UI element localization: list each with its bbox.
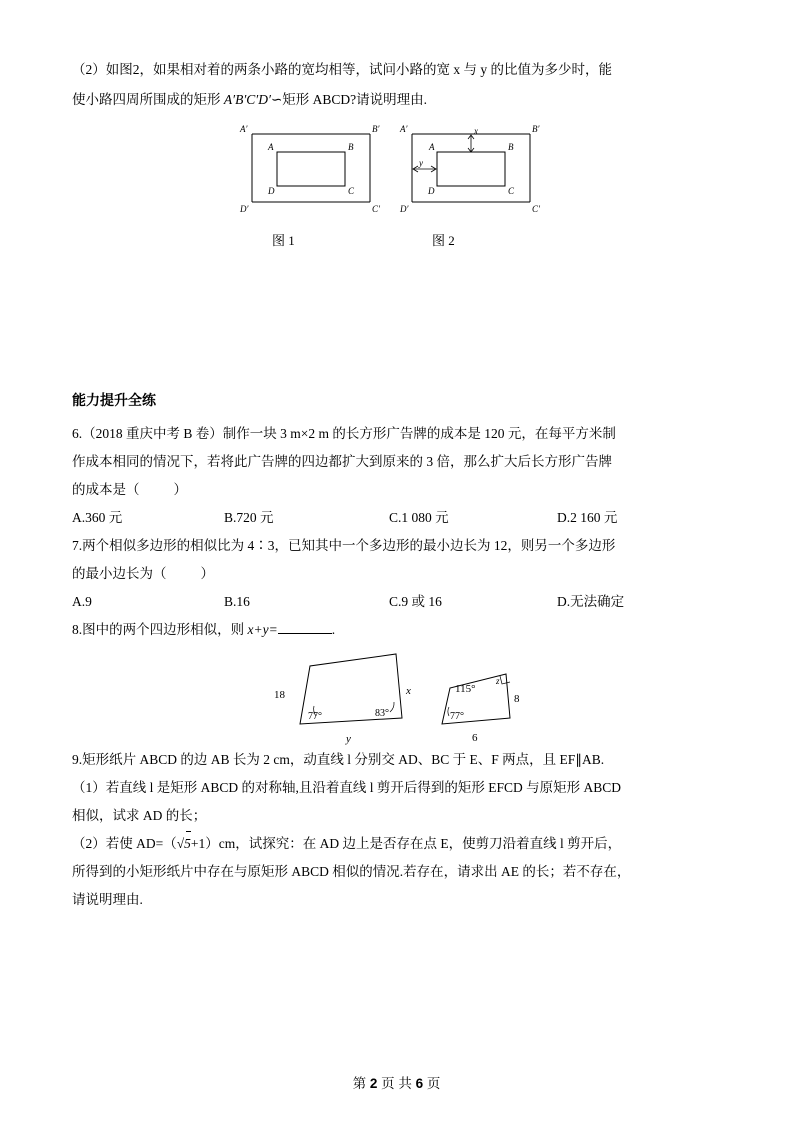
svg-text:C′: C′ (372, 204, 380, 214)
q8-right-quad (442, 674, 520, 744)
q5b-line2-pre: 使小路四周所围成的矩形 (72, 92, 224, 107)
q6-prompt-pre: 的成本是（ (72, 482, 140, 497)
question-9-1-line2: 相似，试求 AD 的长； (72, 808, 207, 823)
q7-option-b[interactable]: B.16 (224, 594, 250, 609)
q6-prompt-post: ） (173, 482, 187, 497)
q7-option-d[interactable]: D.无法确定 (557, 594, 625, 609)
question-8 (72, 616, 722, 644)
question-6-line3 (72, 476, 722, 504)
q8-answer-blank[interactable] (278, 633, 332, 634)
footer-suffix: 页 (426, 1076, 441, 1091)
q6-option-b[interactable]: B.720 元 (224, 510, 274, 525)
footer-mid: 页 共 (381, 1076, 412, 1091)
q9-2-pre: （2）若使 AD=（ (72, 836, 177, 851)
svg-text:y: y (346, 733, 351, 745)
svg-text:C: C (508, 186, 515, 196)
svg-text:83°: 83° (375, 708, 389, 719)
svg-text:A: A (268, 142, 274, 152)
question-9-2-line1 (72, 830, 722, 858)
page-footer (0, 1072, 793, 1092)
svg-text:C: C (348, 186, 355, 196)
svg-text:A′: A′ (400, 124, 408, 134)
q7-option-c[interactable]: C.9 或 16 (389, 594, 442, 609)
svg-text:77°: 77° (308, 711, 322, 722)
svg-text:x: x (406, 685, 411, 697)
svg-text:8: 8 (514, 693, 520, 705)
spacer (72, 240, 722, 390)
q7-option-a[interactable]: A.9 (72, 594, 92, 609)
svg-text:z: z (496, 676, 500, 686)
q7-prompt-pre: 的最小边长为（ (72, 566, 167, 581)
svg-text:A: A (429, 142, 435, 152)
figures-row (72, 120, 722, 248)
q5b-line2-post: ?请说明理由. (350, 92, 428, 107)
svg-text:y: y (419, 158, 423, 168)
question-6-line2: 作成本相同的情况下，若将此广告牌的四边都扩大到原来的 3 倍，那么扩大后长方形广告牌 (72, 454, 612, 469)
svg-text:B′: B′ (372, 124, 380, 134)
question-6-options (72, 504, 722, 532)
q8-pre: 8.图中的两个四边形相似，则 (72, 622, 248, 637)
figure-pair-svg (72, 120, 692, 230)
q8-post: . (331, 622, 336, 637)
q7-prompt-post: ） (200, 566, 214, 581)
footer-page-number: 2 (369, 1076, 378, 1091)
question-5b-line2 (72, 86, 722, 114)
svg-text:115°: 115° (455, 683, 476, 695)
svg-text:18: 18 (274, 689, 285, 701)
svg-text:B′: B′ (532, 124, 540, 134)
q6-option-d[interactable]: D.2 160 元 (557, 510, 618, 525)
q5b-rect2: 矩形 ABCD (282, 92, 351, 107)
question-7-line2 (72, 560, 722, 588)
svg-text:6: 6 (472, 732, 478, 744)
page-content (72, 56, 722, 914)
footer-prefix: 第 (352, 1076, 367, 1091)
q6-option-a[interactable]: A.360 元 (72, 510, 123, 525)
footer-total-pages: 6 (415, 1076, 424, 1091)
figure-1 (239, 124, 381, 214)
svg-text:B: B (348, 142, 354, 152)
question-7-line1: 7.两个相似多边形的相似比为 4∶3，已知其中一个多边形的最小边长为 12，则另一个多边形 (72, 538, 616, 553)
q9-2-mid: +1）cm，试探究：在 AD 边上是否存在点 E，使剪刀沿着直线 l 剪开后， (190, 836, 622, 851)
svg-text:x: x (474, 126, 478, 136)
sqrt-icon: √5 (177, 830, 191, 858)
svg-text:C′: C′ (532, 204, 540, 214)
q6-option-c[interactable]: C.1 080 元 (389, 510, 449, 525)
question-9-1-line1: （1）若直线 l 是矩形 ABCD 的对称轴,且沿着直线 l 剪开后得到的矩形 EFCD 与原矩形 ABCD (72, 780, 622, 795)
svg-text:A′: A′ (240, 124, 248, 134)
question-6-line1: 6.（2018 重庆中考 B 卷）制作一块 3 m×2 m 的长方形广告牌的成本是 120 元，在每平方米制 (72, 426, 616, 441)
svg-text:D′: D′ (240, 204, 249, 214)
figure-1-caption: 图 1 (272, 233, 295, 248)
question-5b-line1: （2）如图2，如果相对着的两条小路的宽均相等，试问小路的宽 x 与 y 的比值为多少时，能 (72, 62, 612, 77)
figure-2-caption: 图 2 (432, 233, 455, 248)
figure-2 (399, 124, 541, 214)
q8-left-quad (274, 654, 411, 745)
svg-text:D: D (428, 186, 435, 196)
q5b-rect1: A′B′C′D′ (223, 92, 271, 107)
section-title: 能力提升全练 (72, 392, 156, 408)
q8-expr: x+y= (247, 622, 278, 637)
question-9: 9.矩形纸片 ABCD 的边 AB 长为 2 cm，动直线 l 分别交 AD、BC 于 E、F 两点，且 EF∥AB. (72, 752, 605, 767)
svg-text:77°: 77° (450, 711, 464, 722)
svg-text:B: B (508, 142, 514, 152)
question-7-options (72, 588, 722, 616)
svg-text:D: D (268, 186, 275, 196)
svg-text:D′: D′ (400, 204, 409, 214)
q5b-sim: ∽ (270, 92, 283, 107)
question-8-figure (72, 646, 722, 746)
q8-quadrilaterals-svg (72, 646, 692, 746)
question-9-2-line2: 所得到的小矩形纸片中存在与原矩形 ABCD 相似的情况.若存在，请求出 AE 的长；若不存在， (72, 864, 631, 879)
question-9-2-line3: 请说明理由. (72, 892, 143, 907)
